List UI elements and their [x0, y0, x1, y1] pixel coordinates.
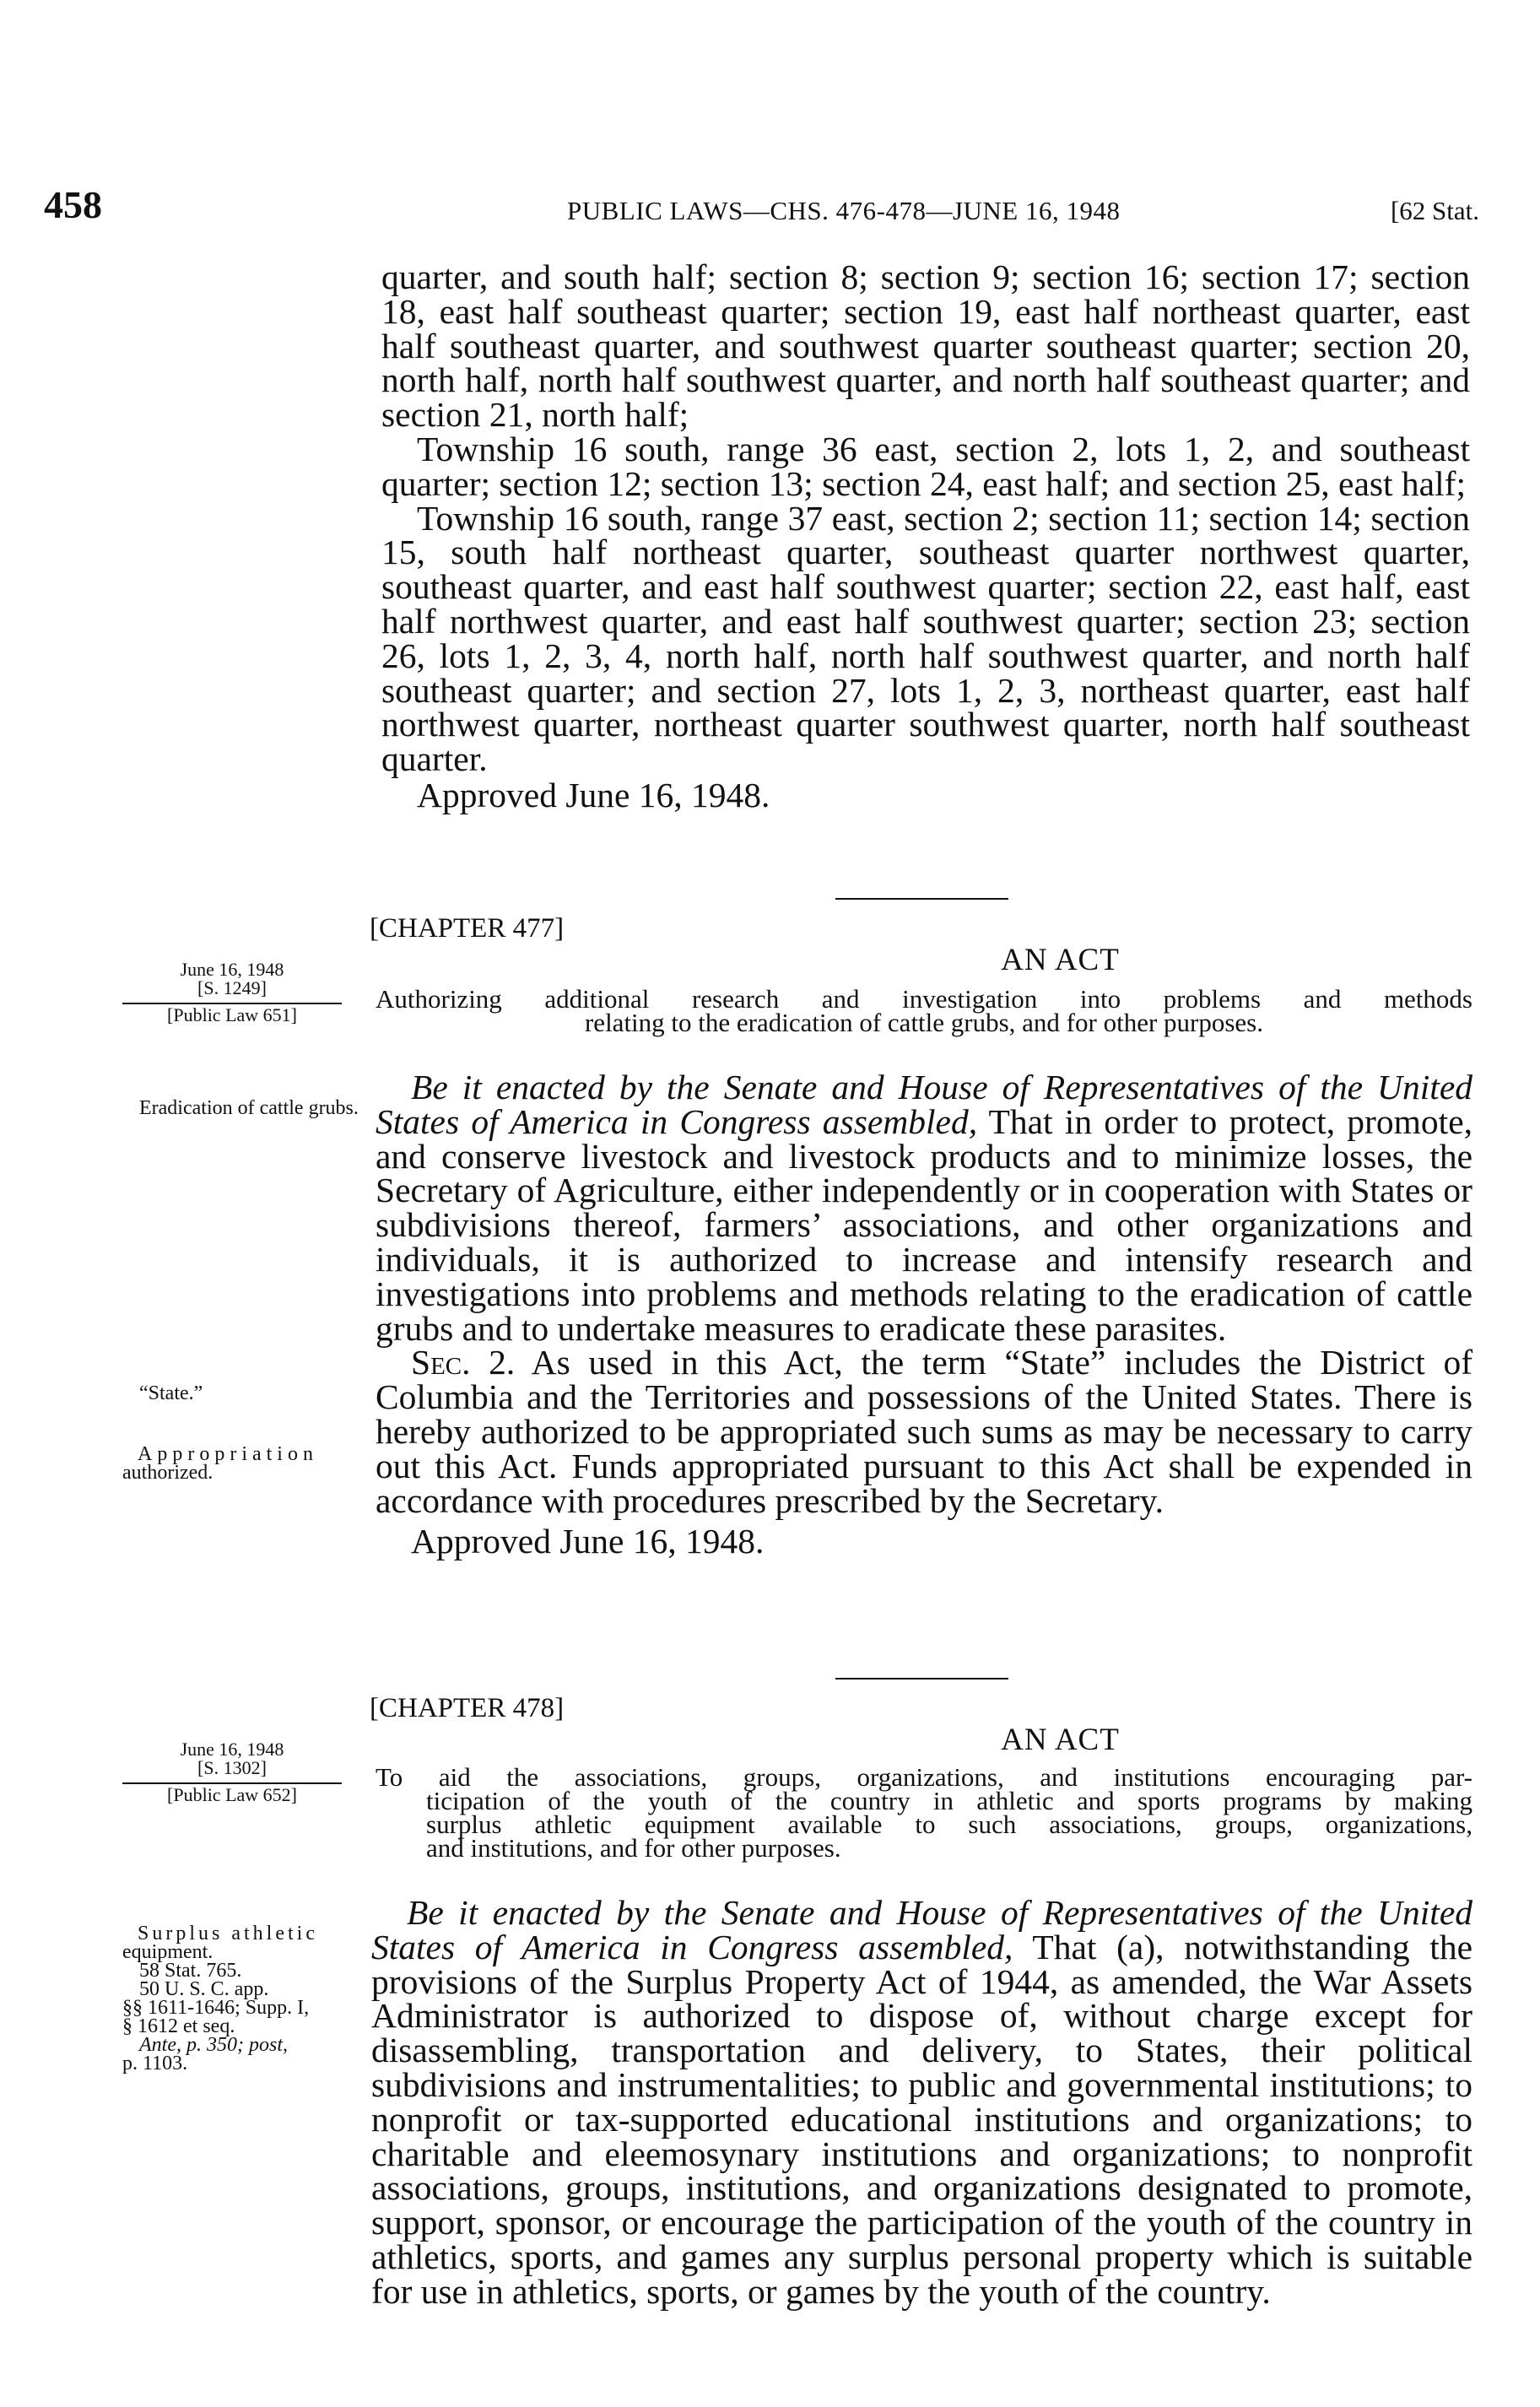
section-divider — [835, 898, 1008, 900]
margin-note-appropriation: Appropriation authorized. — [122, 1443, 318, 1484]
chapter-478-heading: [CHAPTER 478] — [370, 1693, 565, 1723]
page-number: 458 — [44, 183, 102, 226]
section-divider — [835, 1678, 1008, 1679]
senate-bill: [S. 1249] — [197, 977, 267, 998]
chapter-477-heading: [CHAPTER 477] — [370, 913, 565, 944]
enactment-date: June 16, 1948 — [180, 959, 284, 980]
paragraph: Township 16 south, range 37 east, section 2; section 11; section 14; section 15, south half northeast quarter, southeast quarter northwest quarter, southeast quarter, and east half southwest quarter; section 22, east half, east half northwest quarter, and east half southwest quarter; section 23; section 26, lots 1, 2, 3, 4, north half, north half southwest quarter, and north half southeast quarter; and section 27, lots 1, 2, 3, northeast quarter, east half northwest quarter, northeast quarter southwest quarter, north half southeast quarter. — [381, 498, 1470, 779]
enacting-formula: Be it enacted by the Senate and House of Representatives of the United States of America in Congress assembled, — [371, 1893, 1472, 1966]
title-line: surplus athletic equipment available to such associations, groups, organizations, — [426, 1809, 1472, 1839]
act-label-text: AN ACT — [1001, 1723, 1120, 1757]
title-line: and institutions, and for other purposes. — [426, 1833, 841, 1863]
title-line: To aid the associations, groups, organizations, and institutions encouraging par- — [376, 1762, 1472, 1792]
statute-reference: [62 Stat. — [1390, 196, 1479, 225]
enacting-formula: Be it enacted by the Senate and House of Representatives of the United States of America in Congress assembled, — [376, 1068, 1472, 1141]
enacting-text: That (a), notwithstanding the provisions of the Surplus Property Act of 1944, as amended, the War Assets Administrator is authorized to dispose of, without charge except for disassembling, transportation and delivery, to States, their political subdivisions and instrumentalities; to public and governmental institutions; to nonprofit or tax-supported educational institutions and organizations; to charitable and eleemosynary institutions and organizations; to nonprofit associations, groups, institutions, and organizations designated to promote, support, sponsor, or encourage the participation of the youth of the country in athletics, sports, and games any surplus personal property which is suitable for use in athletics, sports, or games by the youth of the country. — [371, 1927, 1473, 2311]
page-header — [44, 183, 1479, 236]
chapter-477-title — [376, 984, 1472, 1037]
paragraph: quarter, and south half; section 8; section 9; section 16; section 17; section 18, east half southeast quarter; section 19, east half northeast quarter, east half southeast quarter, and southwest quarter southeast quarter; section 20, north half, north half southwest quarter, and north half southeast quarter; and section 21, north half; — [381, 257, 1470, 435]
title-line: relating to the eradication of cattle grubs, and for other purposes. — [584, 1008, 1263, 1037]
chapter-477-side-reference — [127, 960, 338, 1025]
chapter-476-continuation — [381, 257, 1470, 814]
enactment-date: June 16, 1948 — [180, 1739, 284, 1760]
act-label-text: AN ACT — [1001, 943, 1120, 977]
approval-line: Approved June 16, 1948. — [411, 1522, 765, 1561]
running-title: PUBLIC LAWS—CHS. 476-478—JUNE 16, 1948 — [567, 196, 1121, 225]
approval-line: Approved June 16, 1948. — [417, 775, 770, 814]
section-2 — [376, 1343, 1473, 1520]
enacting-clause — [371, 1893, 1473, 2311]
margin-notes-surplus: Surplus athletic equipment. 58 Stat. 765. 50 U. S. C. app. §§ 1611-1646; Supp. I, § 1612 et seq. Ante, p. 350; post, p. 1103. — [122, 1923, 318, 2074]
section-text: As used in this Act, the term “State” includes the District of Columbia and the Territories and possessions of the United States. There is hereby authorized to be appropriated such sums as may be necessary to carry out this Act. Funds appropriated pursuant to this Act shall be expended in accordance with procedures prescribed by the Secretary. — [376, 1343, 1473, 1520]
chapter-478-body — [371, 1893, 1473, 2311]
section-label: Sec. 2. — [411, 1343, 516, 1382]
title-line: Authorizing additional research and investigation into problems and methods — [376, 984, 1472, 1014]
public-law-number: [Public Law 651] — [167, 1004, 297, 1025]
margin-note-state: “State.” — [139, 1382, 203, 1404]
enacting-clause — [376, 1068, 1472, 1348]
title-line: ticipation of the youth of the country in athletic and sports programs by making — [426, 1786, 1472, 1815]
chapter-477-body — [376, 1070, 1472, 1559]
margin-note-eradication: Eradication of cattle grubs. — [139, 1097, 359, 1119]
chapter-478-title — [376, 1762, 1472, 1863]
public-law-number: [Public Law 652] — [167, 1784, 297, 1805]
paragraph: Township 16 south, range 36 east, section 2, lots 1, 2, and southeast quarter; section 12; section 13; section 24, east half; and section 25, east half; — [381, 429, 1470, 503]
senate-bill: [S. 1302] — [197, 1757, 267, 1778]
enacting-text: That in order to protect, promote, and conserve livestock and livestock products and to minimize losses, the Secretary of Agriculture, either independently or in cooperation with States or subdivisions thereof, farmers’ associations, and other organizations and individuals, it is authorized to increase and intensify research and investigations into problems and methods relating to the eradication of cattle grubs and to undertake measures to eradicate these parasites. — [376, 1101, 1472, 1348]
chapter-478-side-reference — [127, 1740, 338, 1804]
